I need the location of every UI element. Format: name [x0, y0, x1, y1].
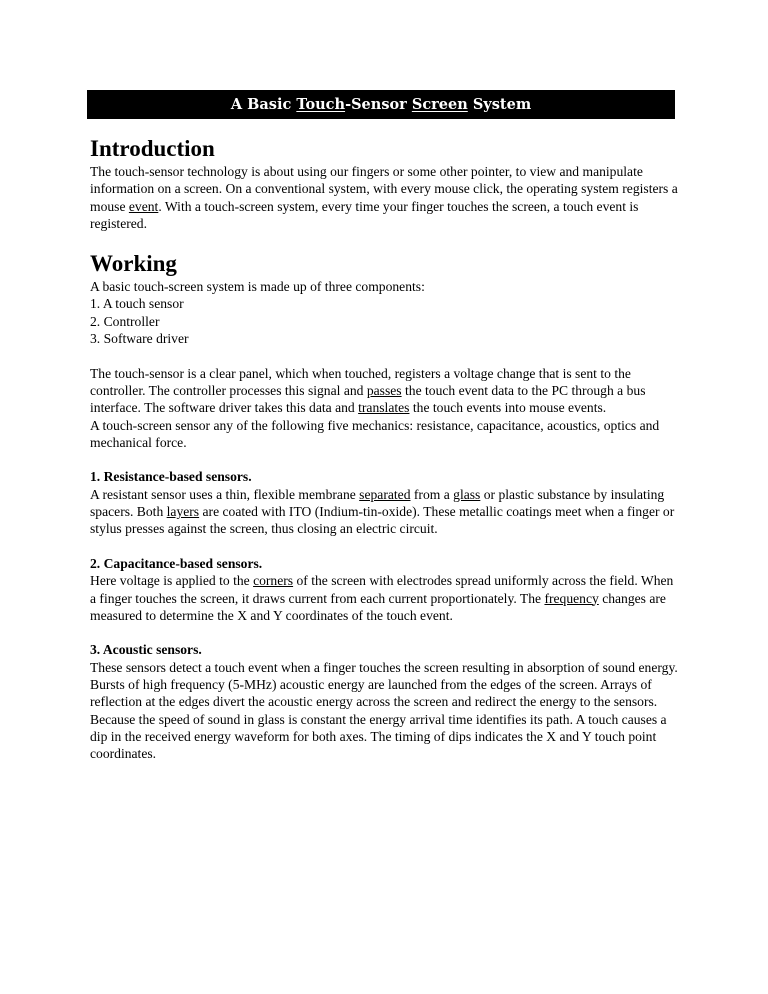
- link-glass[interactable]: glass: [453, 486, 481, 502]
- acoustic-paragraph: These sensors detect a touch event when a finger touches the screen resulting in absorption of sound energy. Bursts of high frequency (5-MHz) acoustic energy are launched from the edges of the screen. Arrays of reflection at the edges divert the acoustic energy across the screen and redirect the energy to the sensors. Because the speed of sound in glass is constant the energy arrival time identifies its path. A touch causes a dip in the received energy waveform for both axes. The timing of dips indicates the X and Y touch point coordinates.: [90, 659, 678, 762]
- working-paragraph-1: [90, 365, 680, 417]
- link-event[interactable]: event: [128, 198, 159, 214]
- working-heading: Working: [90, 251, 177, 277]
- acoustic-heading: 3. Acoustic sensors.: [90, 642, 202, 658]
- link-translates[interactable]: translates: [358, 400, 410, 416]
- working-text-a: The touch-sensor is a clear panel, which when touched, registers a voltage change that is sent to the controller. The controller processes this signal and: [90, 365, 631, 398]
- link-separated[interactable]: separated: [359, 486, 411, 502]
- link-corners[interactable]: corners: [253, 573, 294, 589]
- link-passes[interactable]: passes: [366, 382, 402, 398]
- capacitance-heading: 2. Capacitance-based sensors.: [90, 555, 263, 571]
- working-lead: A basic touch-screen system is made up of three components:: [90, 279, 425, 295]
- title-part-2: -Sensor: [345, 96, 412, 113]
- component-item-3: 3. Software driver: [90, 331, 189, 347]
- resistance-paragraph: [90, 486, 680, 538]
- working-text-b: the touch event data to the PC through a bus interface. The software driver takes this data and: [90, 382, 646, 416]
- capacitance-text-1: Here voltage is applied to the: [90, 573, 254, 589]
- link-layers[interactable]: layers: [166, 504, 200, 520]
- component-item-1: 1. A touch sensor: [90, 296, 184, 312]
- title-part-3: System: [467, 96, 532, 113]
- title-link-touch[interactable]: Touch: [296, 96, 346, 113]
- capacitance-paragraph: [90, 572, 680, 624]
- intro-text-2: . With a touch-screen system, every time your finger touches the screen, a touch event is registered.: [90, 198, 639, 231]
- resistance-text-4: are coated with ITO (Indium-tin-oxide). These metallic coatings meet when a finger or stylus presses against the screen, thus closing an electric circuit.: [90, 504, 675, 537]
- capacitance-text-3: changes are measured to determine the X and Y coordinates of the touch event.: [90, 590, 666, 623]
- working-paragraph-2: A touch-screen sensor any of the following five mechanics: resistance, capacitance, acoustics, optics and mechanical force.: [90, 417, 660, 450]
- link-frequency[interactable]: frequency: [544, 590, 599, 606]
- title-link-screen[interactable]: Screen: [411, 96, 468, 113]
- resistance-text-3: or plastic substance by insulating spacers. Both: [90, 486, 665, 520]
- document-body: [90, 135, 680, 763]
- document-title: [87, 90, 675, 119]
- component-item-2: 2. Controller: [90, 313, 160, 329]
- resistance-text-2: from a: [410, 486, 454, 502]
- title-part-1: A Basic: [230, 96, 297, 113]
- intro-text-1: The touch-sensor technology is about using our fingers or some other pointer, to view and manipulate information on a screen. On a conventional system, with every mouse click, the operating system registers a mouse: [90, 164, 678, 214]
- working-text-c: the touch events into mouse events.: [409, 400, 607, 416]
- resistance-heading: 1. Resistance-based sensors.: [90, 469, 252, 485]
- introduction-paragraph: [90, 163, 680, 232]
- resistance-text-1: A resistant sensor uses a thin, flexible membrane: [90, 486, 360, 502]
- capacitance-text-2: of the screen with electrodes spread uniformly across the field. When a finger touches the screen, it draws current from each current proportionately. The: [90, 573, 674, 606]
- introduction-heading: Introduction: [90, 136, 215, 161]
